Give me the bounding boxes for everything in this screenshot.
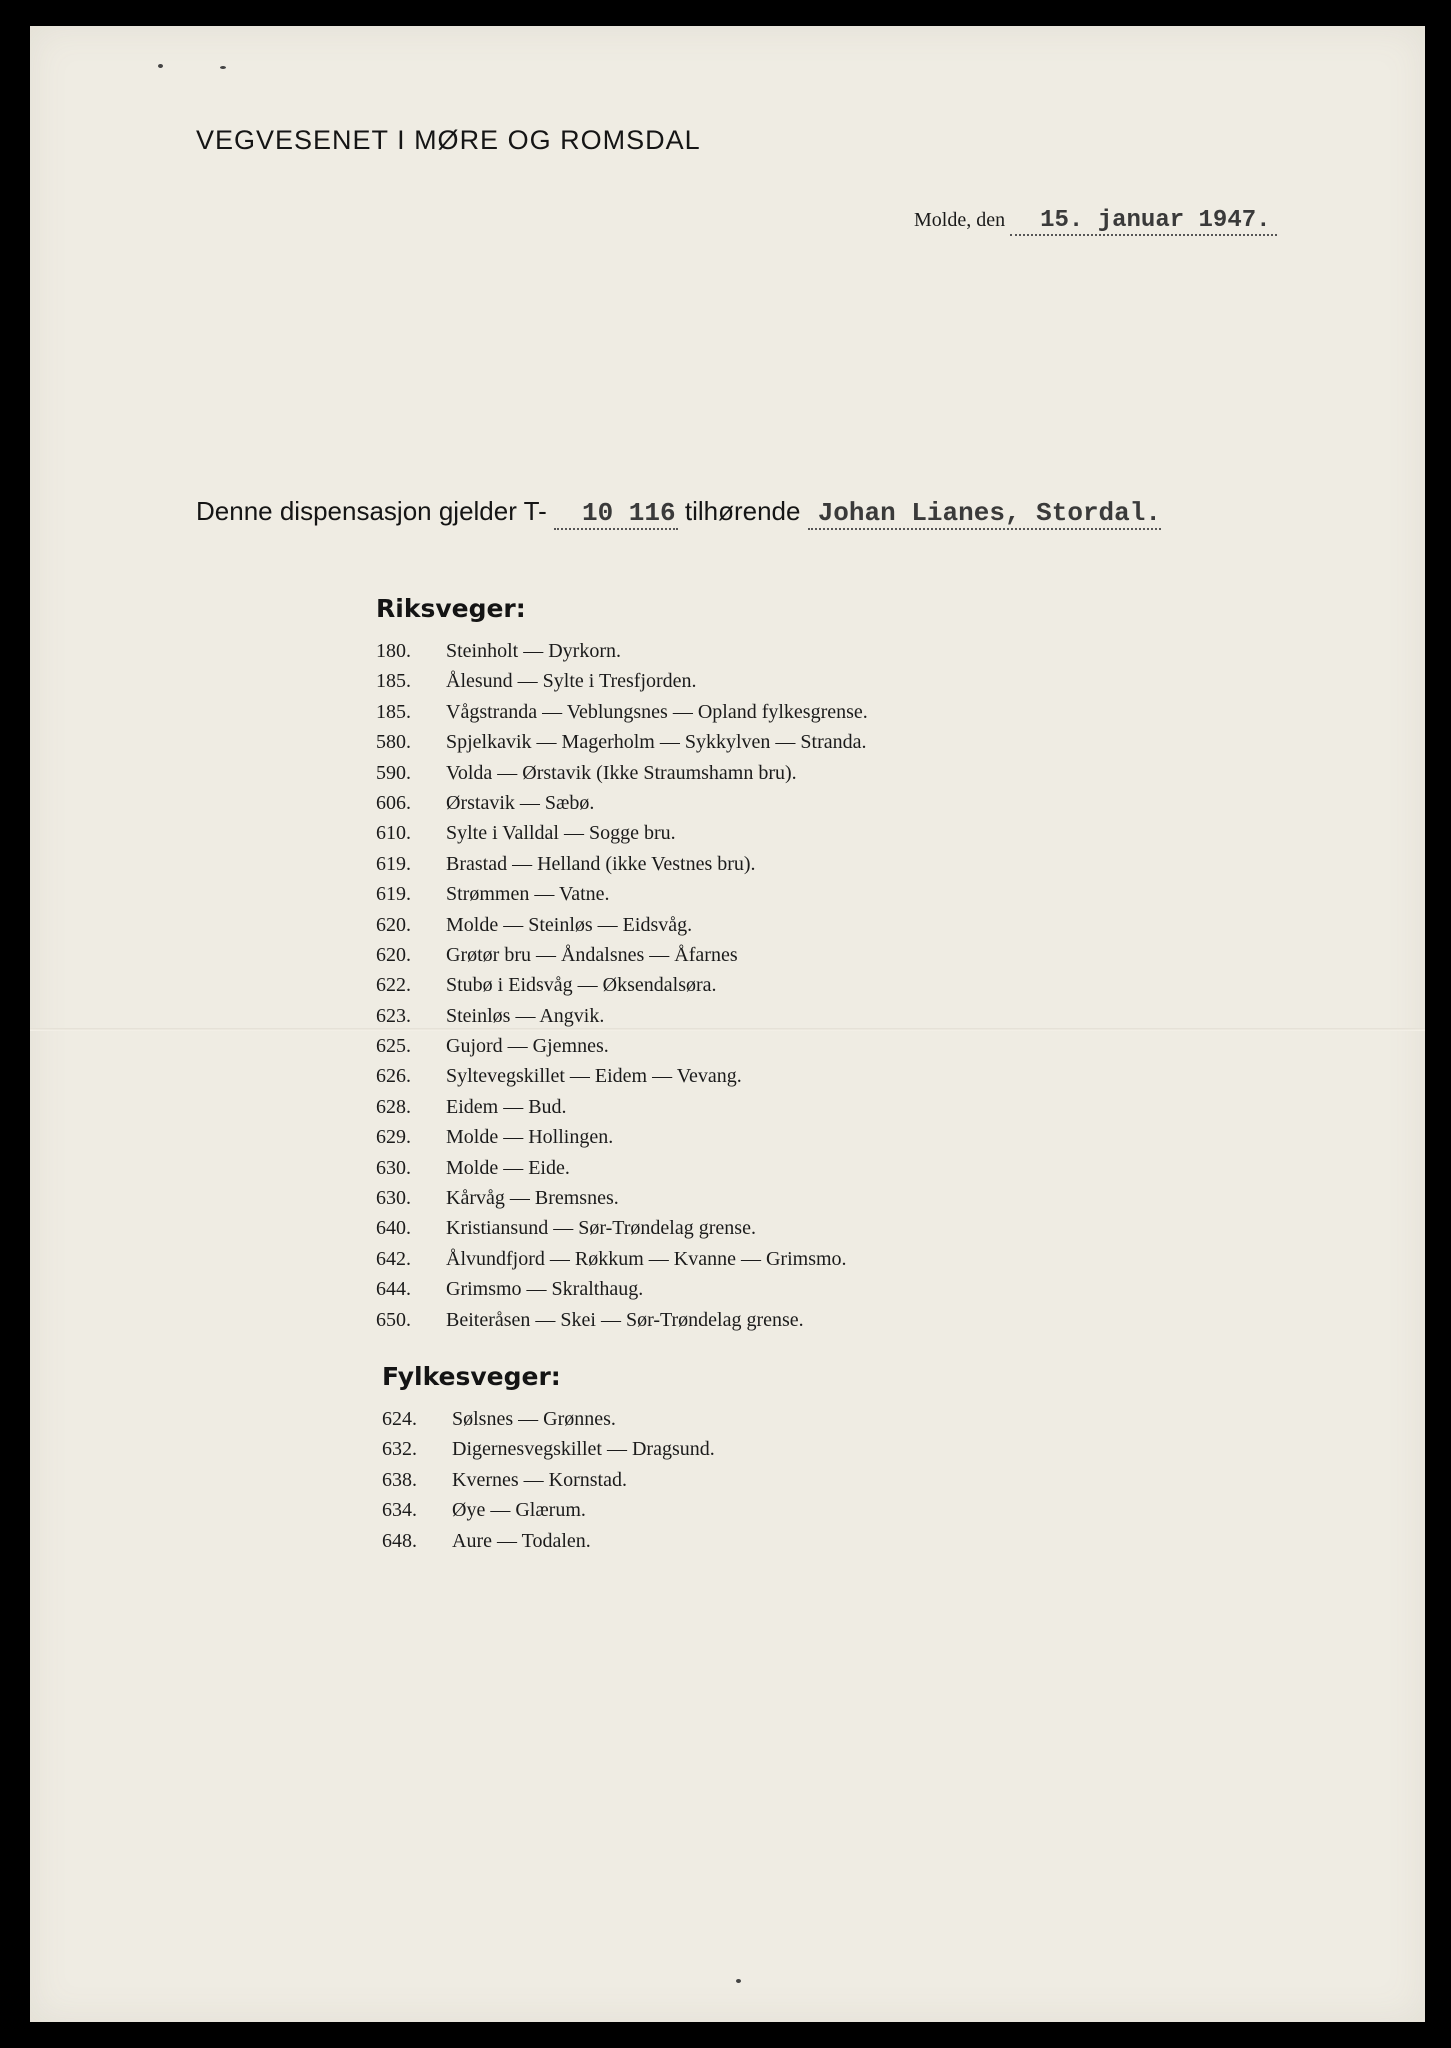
road-number: 629. <box>376 1126 411 1149</box>
road-number: 610. <box>376 822 411 845</box>
fylkesveger-list <box>382 1404 715 1556</box>
road-list-item <box>376 1122 868 1152</box>
road-route: Brastad — Helland (ikke Vestnes bru). <box>446 852 756 875</box>
road-number: 185. <box>376 700 411 723</box>
road-route: Kårvåg — Bremsnes. <box>446 1187 619 1210</box>
road-route: Molde — Steinløs — Eidsvåg. <box>446 913 693 936</box>
road-list-item <box>376 910 868 940</box>
road-number: 634. <box>382 1499 417 1522</box>
road-route: Grøtør bru — Åndalsnes — Åfarnes <box>446 943 738 966</box>
road-list-item <box>376 788 868 818</box>
road-route: Beiteråsen — Skei — Sør-Trøndelag grense. <box>446 1308 804 1331</box>
road-number: 632. <box>382 1438 417 1461</box>
road-list-item <box>376 1183 868 1213</box>
road-list-item <box>376 1213 868 1243</box>
road-route: Stubø i Eidsvåg — Øksendalsøra. <box>446 974 717 997</box>
dispensation-text-middle: tilhørende <box>684 496 801 526</box>
road-route: Vågstranda — Veblungsnes — Opland fylkesgrense. <box>446 700 868 723</box>
road-list-item <box>382 1404 715 1434</box>
road-number: 625. <box>376 1035 411 1058</box>
road-number: 185. <box>376 670 411 693</box>
ink-speck <box>736 1979 741 1983</box>
road-list-item <box>376 1244 868 1274</box>
road-route: Ålvundfjord — Røkkum — Kvanne — Grimsmo. <box>446 1247 847 1270</box>
road-list-item <box>376 1274 868 1304</box>
road-route: Strømmen — Vatne. <box>446 883 610 906</box>
riksveger-list <box>376 636 868 1335</box>
road-list-item <box>376 1153 868 1183</box>
road-list-item <box>376 879 868 909</box>
owner-name: Johan Lianes, Stordal. <box>808 498 1161 530</box>
road-route: Aure — Todalen. <box>452 1529 591 1552</box>
road-list-item <box>376 1305 868 1335</box>
road-number: 606. <box>376 791 411 814</box>
road-number: 630. <box>376 1187 411 1210</box>
road-route: Gujord — Gjemnes. <box>446 1035 609 1058</box>
road-number: 580. <box>376 731 411 754</box>
road-route: Molde — Eide. <box>446 1156 570 1179</box>
road-route: Syltevegskillet — Eidem — Vevang. <box>446 1065 742 1088</box>
road-number: 180. <box>376 640 411 662</box>
road-route: Spjelkavik — Magerholm — Sykkylven — Stranda. <box>446 731 867 754</box>
road-number: 638. <box>382 1468 417 1491</box>
date-value: 15. januar 1947. <box>1010 207 1276 236</box>
date-line <box>914 207 1277 236</box>
road-route: Steinholt — Dyrkorn. <box>446 640 621 662</box>
road-route: Grimsmo — Skralthaug. <box>446 1278 644 1301</box>
ink-speck <box>220 66 226 69</box>
road-route: Kvernes — Kornstad. <box>452 1468 627 1491</box>
document-page <box>30 26 1425 2022</box>
road-route: Kristiansund — Sør-Trøndelag grense. <box>446 1217 756 1240</box>
road-list-item <box>376 940 868 970</box>
road-route: Eidem — Bud. <box>446 1095 567 1118</box>
road-list-item <box>382 1495 715 1525</box>
road-number: 642. <box>376 1247 411 1270</box>
riksveger-heading: Riksveger: <box>376 594 526 623</box>
road-number: 628. <box>376 1095 411 1118</box>
road-list-item <box>376 1031 868 1061</box>
road-route: Sølsnes — Grønnes. <box>452 1408 616 1430</box>
road-number: 619. <box>376 852 411 875</box>
road-number: 590. <box>376 761 411 784</box>
road-route: Digernesvegskillet — Dragsund. <box>452 1438 715 1461</box>
road-list-item <box>376 727 868 757</box>
road-number: 620. <box>376 913 411 936</box>
road-list-item <box>376 818 868 848</box>
road-list-item <box>382 1434 715 1464</box>
road-route: Volda — Ørstavik (Ikke Straumshamn bru). <box>446 761 797 784</box>
road-number: 640. <box>376 1217 411 1240</box>
road-list-item <box>376 1001 868 1031</box>
road-route: Molde — Hollingen. <box>446 1126 614 1149</box>
dispensation-text-before: Denne dispensasjon gjelder T- <box>196 496 547 526</box>
road-number: 626. <box>376 1065 411 1088</box>
road-number: 623. <box>376 1004 411 1027</box>
road-number: 622. <box>376 974 411 997</box>
road-list-item <box>376 1061 868 1091</box>
road-list-item <box>376 758 868 788</box>
fylkesveger-heading: Fylkesveger: <box>382 1362 561 1391</box>
vehicle-number: 10 116 <box>554 498 678 530</box>
dispensation-line <box>196 496 1161 530</box>
road-list-item <box>382 1465 715 1495</box>
road-number: 630. <box>376 1156 411 1179</box>
road-number: 620. <box>376 943 411 966</box>
road-route: Sylte i Valldal — Sogge bru. <box>446 822 676 845</box>
date-prefix: Molde, den <box>914 209 1006 231</box>
road-route: Ålesund — Sylte i Tresfjorden. <box>446 670 697 693</box>
road-number: 624. <box>382 1408 417 1430</box>
road-list-item <box>376 697 868 727</box>
road-route: Steinløs — Angvik. <box>446 1004 605 1027</box>
road-list-item <box>376 849 868 879</box>
road-route: Øye — Glærum. <box>452 1499 586 1522</box>
road-list-item <box>382 1526 715 1556</box>
road-list-item <box>376 970 868 1000</box>
ink-speck <box>158 64 163 68</box>
road-route: Ørstavik — Sæbø. <box>446 791 595 814</box>
road-number: 650. <box>376 1308 411 1331</box>
road-list-item <box>376 666 868 696</box>
road-list-item <box>376 1092 868 1122</box>
road-list-item <box>376 636 868 666</box>
road-number: 619. <box>376 883 411 906</box>
road-number: 644. <box>376 1278 411 1301</box>
office-header: VEGVESENET I MØRE OG ROMSDAL <box>196 125 701 155</box>
road-number: 648. <box>382 1529 417 1552</box>
